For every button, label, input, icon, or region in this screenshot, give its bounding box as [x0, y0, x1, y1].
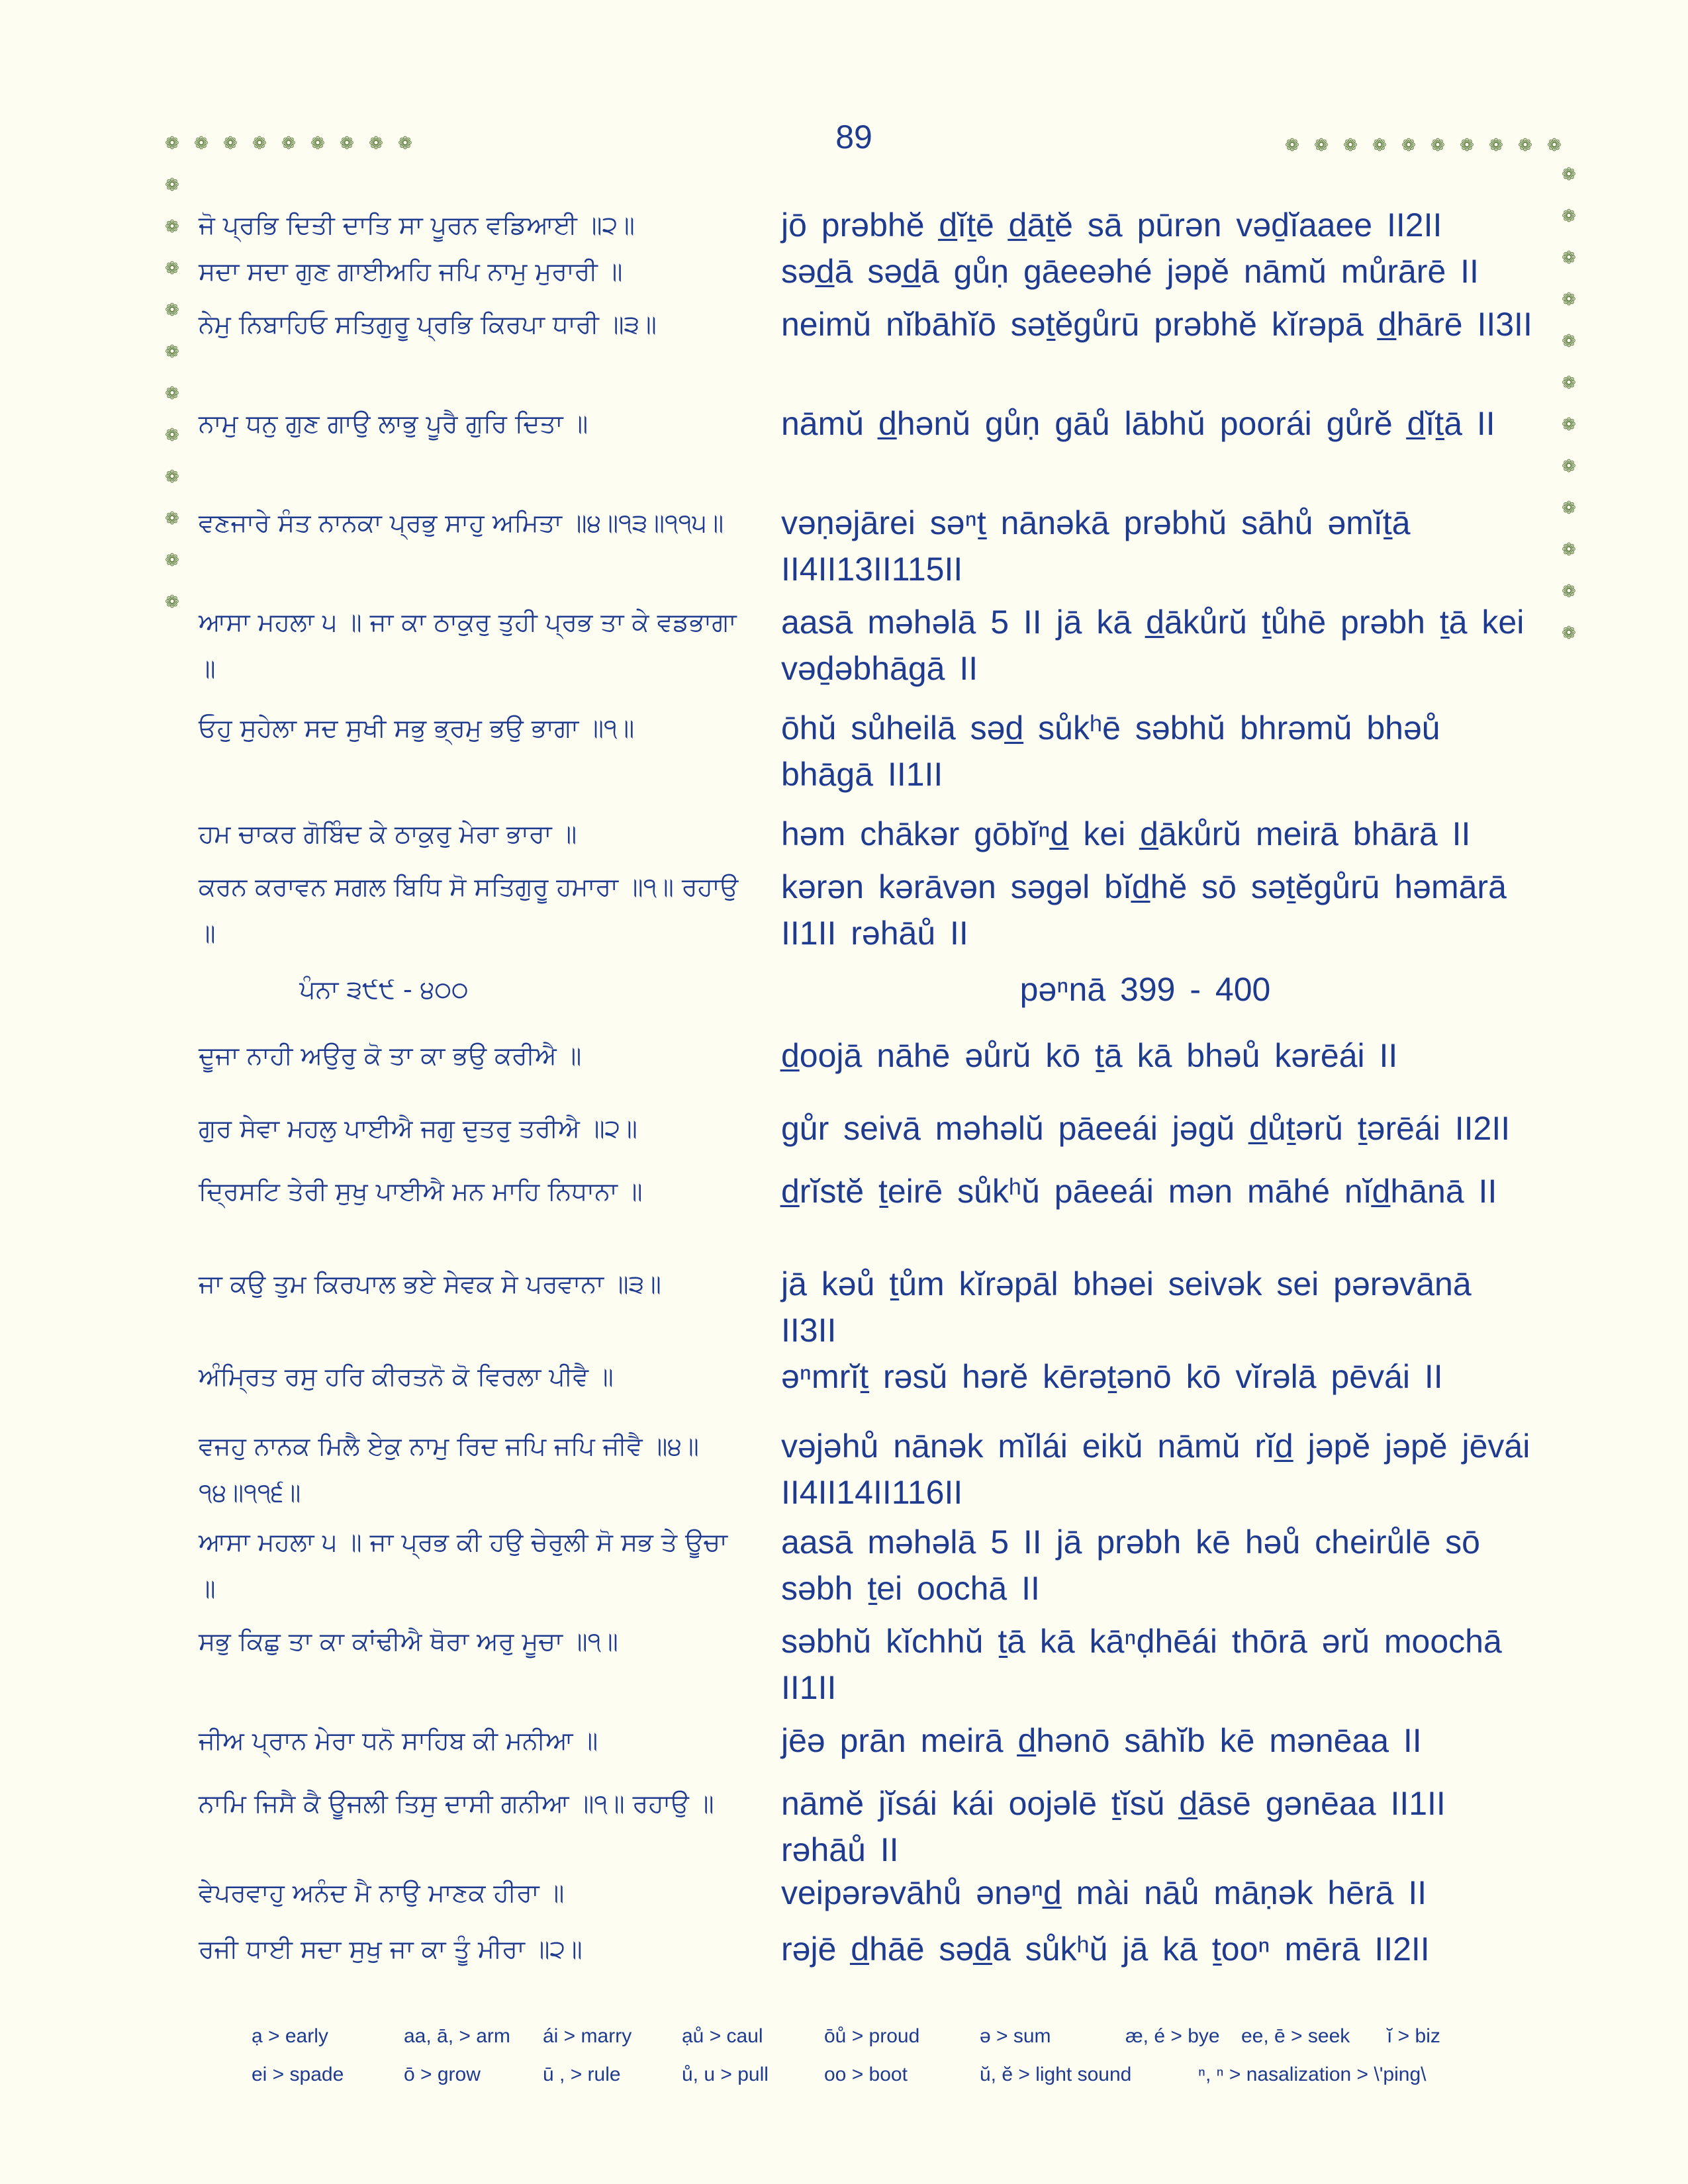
page-range-translit: pəⁿnā 399 - 400: [1019, 971, 1271, 1008]
flower-icon: ❁: [1562, 415, 1576, 435]
gurmukhi-line: ਜਾ ਕਉ ਤੁਮ ਕਿਰਪਾਲ ਭਏ ਸੇਵਕ ਸੇ ਪਰਵਾਨਾ ॥੩॥: [199, 1269, 661, 1298]
flower-icon: ❁: [398, 134, 412, 154]
transliteration-line: həm chākər gōbĭⁿd̲ kei d̲ākůrŭ meirā bhārā II: [781, 815, 1471, 852]
transliteration-line: jēə prān meirā d̲hənō sāhĭb kē mənēaa II: [781, 1722, 1422, 1759]
transliteration-line: jō prəbhĕ d̲ĭṯē d̲āṯĕ sā pūrən vəḏĭaaee II2II: [781, 206, 1442, 244]
legend-entry: ee, ē > seek: [1241, 2025, 1350, 2047]
transliteration-line: d̲oojā nāhē əůrŭ kō ṯā kā bhəů kərēái II: [781, 1037, 1398, 1074]
gurmukhi-line: ਜੀਅ ਪ੍ਰਾਨ ਮੇਰਾ ਧਨੋ ਸਾਹਿਬ ਕੀ ਮਨੀਆ ॥: [199, 1726, 598, 1755]
gurmukhi-line: ਨਾਮੁ ਧਨੁ ਗੁਣ ਗਾਉ ਲਾਭੁ ਪੂਰੈ ਗੁਰਿ ਦਿਤਾ ॥: [199, 409, 588, 438]
flower-icon: ❁: [165, 300, 179, 320]
gurmukhi-line: ਆਸਾ ਮਹਲਾ ੫ ॥ ਜਾ ਪ੍ਰਭ ਕੀ ਹਉ ਚੇਰੁਲੀ ਸੋ ਸਭ ਤੇ ਊਚਾ ॥: [199, 1527, 728, 1603]
legend-entry: ŭ, ĕ > light sound: [980, 2064, 1132, 2085]
flower-icon: ❁: [1343, 136, 1358, 156]
flower-icon: ❁: [165, 467, 179, 487]
gurmukhi-line: ਸਭੁ ਕਿਛੁ ਤਾ ਕਾ ਕਾਂਢੀਐ ਥੋਰਾ ਅਰੁ ਮੂਚਾ ॥੧॥: [199, 1627, 618, 1656]
gurmukhi-line: ਦੂਜਾ ਨਾਹੀ ਅਉਰੁ ਕੋ ਤਾ ਕਾ ਭਉ ਕਰੀਐ ॥: [199, 1041, 582, 1070]
flower-icon: ❁: [1562, 457, 1576, 477]
legend-entry: ů, u > pull: [682, 2064, 769, 2085]
legend-entry: ū , > rule: [543, 2064, 621, 2085]
flower-icon: ❁: [194, 134, 209, 154]
transliteration-line: d̲rĭstĕ ṯeirē sůkʰŭ pāeeái mən māhé nĭd̲hānā II: [781, 1173, 1497, 1210]
gurmukhi-line: ਓਹੁ ਸੁਹੇਲਾ ਸਦ ਸੁਖੀ ਸਭੁ ਭ੍ਰਮੁ ਭਉ ਭਾਗਾ ॥੧॥: [199, 713, 635, 743]
flower-icon: ❁: [310, 134, 325, 154]
flower-icon: ❁: [165, 134, 179, 154]
flower-icon: ❁: [1489, 136, 1503, 156]
legend-entry: ⁿ, ⁿ > nasalization > \'ping\: [1198, 2064, 1427, 2085]
flower-icon: ❁: [1518, 136, 1532, 156]
flower-icon: ❁: [1401, 136, 1416, 156]
flower-icon: ❁: [1562, 373, 1576, 393]
gurmukhi-line: ਸਦਾ ਸਦਾ ਗੁਣ ਗਾਈਅਹਿ ਜਪਿ ਨਾਮੁ ਮੁਰਾਰੀ ॥: [199, 257, 623, 286]
legend-entry: ei > spade: [252, 2064, 344, 2085]
flower-icon: ❁: [1562, 290, 1576, 310]
transliteration-line: nāmŭ d̲hənŭ gůṇ gāů lābhŭ poorái gůrĕ d̲ĭṯā II: [781, 405, 1495, 442]
gurmukhi-line: ਜੋ ਪ੍ਰਭਿ ਦਿਤੀ ਦਾਤਿ ਸਾ ਪੂਰਨ ਵਡਿਆਈ ॥੨॥: [199, 210, 635, 240]
transliteration-line: gůr seivā məhəlŭ pāeeái jəgŭ d̲ůṯərŭ ṯərēái II2II: [781, 1110, 1511, 1147]
gurmukhi-line: ਹਮ ਚਾਕਰ ਗੋਬਿੰਦ ਕੇ ਠਾਕੁਰੁ ਮੇਰਾ ਭਾਰਾ ॥: [199, 819, 577, 848]
gurmukhi-line: ਕਰਨ ਕਰਾਵਨ ਸਗਲ ਬਿਧਿ ਸੋ ਸਤਿਗੁਰੂ ਹਮਾਰਾ ॥੧॥ ਰਹਾਉ ॥: [199, 872, 739, 948]
legend-entry: æ, é > bye: [1125, 2025, 1220, 2047]
transliteration-line: rəjē d̲hāē səd̲ā sůkʰŭ jā kā ṯooⁿ mērā II2II: [781, 1931, 1430, 1968]
legend-entry: aa, ā, > arm: [404, 2025, 510, 2047]
flower-icon: ❁: [1547, 136, 1562, 156]
flower-icon: ❁: [369, 134, 383, 154]
gurmukhi-line: ਵਜਹੁ ਨਾਨਕ ਮਿਲੈ ਏਕੁ ਨਾਮੁ ਰਿਦ ਜਪਿ ਜਪਿ ਜੀਵੈ ॥੪॥੧੪॥੧੧੬॥: [199, 1432, 699, 1507]
gurmukhi-line: ਅੰਮ੍ਰਿਤ ਰਸੁ ਹਰਿ ਕੀਰਤਨੋ ਕੋ ਵਿਰਲਾ ਪੀਵੈ ॥: [199, 1362, 614, 1391]
flower-icon: ❁: [1562, 498, 1576, 518]
gurmukhi-line: ਨਾਮਿ ਜਿਸੈ ਕੈ ਊਜਲੀ ਤਿਸੁ ਦਾਸੀ ਗਨੀਆ ॥੧॥ ਰਹਾਉ ॥: [199, 1789, 714, 1818]
legend-entry: ōů > proud: [824, 2025, 920, 2047]
legend-entry: oo > boot: [824, 2064, 908, 2085]
transliteration-line: jā kəů ṯům kĭrəpāl bhəei seivək sei pərəvānā II3II: [781, 1265, 1472, 1349]
flower-icon: ❁: [1562, 540, 1576, 560]
gurmukhi-line: ਰਜੀ ਧਾਈ ਸਦਾ ਸੁਖੁ ਜਾ ਕਾ ਤੂੰ ਮੀਰਾ ॥੨॥: [199, 1934, 583, 1964]
flower-icon: ❁: [1314, 136, 1329, 156]
gurmukhi-line: ਨੇਮੁ ਨਿਬਾਹਿਓ ਸਤਿਗੁਰੂ ਪ੍ਰਭਿ ਕਿਰਪਾ ਧਾਰੀ ॥੩॥: [199, 310, 657, 339]
legend-entry: ái > marry: [543, 2025, 632, 2047]
flower-icon: ❁: [165, 342, 179, 362]
flower-icon: ❁: [1285, 136, 1299, 156]
legend-entry: ạů > caul: [682, 2025, 763, 2047]
page-number: 89: [835, 118, 872, 156]
flower-icon: ❁: [1562, 248, 1576, 268]
page-range-gurmukhi: ਪੰਨਾ ੩੯੯ - ੪੦੦: [299, 975, 469, 1004]
transliteration-line: vəjəhů nānək mĭlái eikŭ nāmŭ rĭd̲ jəpĕ jəpĕ jēvái II4II14II116II: [781, 1428, 1530, 1511]
flower-icon: ❁: [340, 134, 354, 154]
gurmukhi-line: ਵਣਜਾਰੇ ਸੰਤ ਨਾਨਕਾ ਪ੍ਰਭੁ ਸਾਹੁ ਅਮਿਤਾ ॥੪॥੧੩॥੧੧੫॥: [199, 508, 724, 537]
gurmukhi-line: ਆਸਾ ਮਹਲਾ ੫ ॥ ਜਾ ਕਾ ਠਾਕੁਰੁ ਤੁਹੀ ਪ੍ਰਭ ਤਾ ਕੇ ਵਡਭਾਗਾ ॥: [199, 608, 737, 683]
gurmukhi-line: ਵੇਪਰਵਾਹੁ ਅਨੰਦ ਮੈ ਨਾਉ ਮਾਣਕ ਹੀਰਾ ॥: [199, 1878, 565, 1907]
transliteration-line: əⁿmrĭṯ rəsŭ hərĕ kērəṯənō kō vĭrəlā pēvái II: [781, 1358, 1443, 1395]
legend-entry: ạ > early: [252, 2025, 328, 2047]
transliteration-line: veipərəvāhů ənəⁿd̲ mài nāů māṇək hērā II: [781, 1874, 1427, 1911]
transliteration-line: vəṇəjārei səⁿṯ nānəkā prəbhŭ sāhů əmĭṯā II4II13II115II: [781, 504, 1411, 588]
flower-icon: ❁: [1430, 136, 1445, 156]
flower-icon: ❁: [1562, 582, 1576, 602]
flower-icon: ❁: [165, 426, 179, 445]
flower-icon: ❁: [1562, 206, 1576, 226]
legend-entry: ō > grow: [404, 2064, 481, 2085]
flower-icon: ❁: [223, 134, 238, 154]
flower-icon: ❁: [1460, 136, 1474, 156]
flower-icon: ❁: [165, 259, 179, 279]
gurmukhi-line: ਦ੍ਰਿਸਟਿ ਤੇਰੀ ਸੁਖੁ ਪਾਈਐ ਮਨ ਮਾਹਿ ਨਿਧਾਨਾ ॥: [199, 1177, 643, 1206]
transliteration-line: səbhŭ kĭchhŭ ṯā kā kāⁿḍhēái thōrā ərŭ moochā II1II: [781, 1623, 1502, 1706]
legend-entry: ĭ > biz: [1387, 2025, 1440, 2047]
transliteration-line: kərən kərāvən səgəl bĭd̲hĕ sō səṯĕgůrū həmārā II1II rəhāů II: [781, 868, 1507, 952]
flower-icon: ❁: [165, 509, 179, 529]
transliteration-line: səd̲ā səd̲ā gůṇ gāeeəhé jəpĕ nāmŭ můrārē II: [781, 253, 1479, 290]
transliteration-line: neimŭ nĭbāhĭō səṯĕgůrū prəbhĕ kĭrəpā d̲hārē II3II: [781, 306, 1532, 343]
flower-icon: ❁: [1562, 165, 1576, 185]
flower-icon: ❁: [165, 592, 179, 612]
flower-icon: ❁: [1562, 332, 1576, 351]
flower-icon: ❁: [1562, 623, 1576, 643]
transliteration-line: aasā məhəlā 5 II jā kā d̲ākůrŭ ṯůhē prəbh ṯā kei vəḏəbhāgā II: [781, 604, 1524, 687]
flower-icon: ❁: [281, 134, 296, 154]
flower-icon: ❁: [165, 175, 179, 195]
flower-icon: ❁: [165, 217, 179, 237]
flower-icon: ❁: [1372, 136, 1387, 156]
flower-icon: ❁: [165, 384, 179, 404]
gurmukhi-line: ਗੁਰ ਸੇਵਾ ਮਹਲੁ ਪਾਈਐ ਜਗੁ ਦੁਤਰੁ ਤਰੀਐ ॥੨॥: [199, 1114, 637, 1143]
transliteration-line: aasā məhəlā 5 II jā prəbh kē həů cheirůlē sō səbh ṯei oochā II: [781, 1524, 1480, 1607]
flower-icon: ❁: [165, 551, 179, 570]
flower-icon: ❁: [252, 134, 267, 154]
transliteration-line: ōhŭ sůheilā səd̲ sůkʰē səbhŭ bhrəmŭ bhəů bhāgā II1II: [781, 709, 1440, 793]
legend-entry: ə > sum: [980, 2025, 1051, 2047]
transliteration-line: nāmĕ jĭsái kái oojəlē ṯĭsŭ d̲āsē gənēaa II1II rəhāů II: [781, 1785, 1446, 1868]
